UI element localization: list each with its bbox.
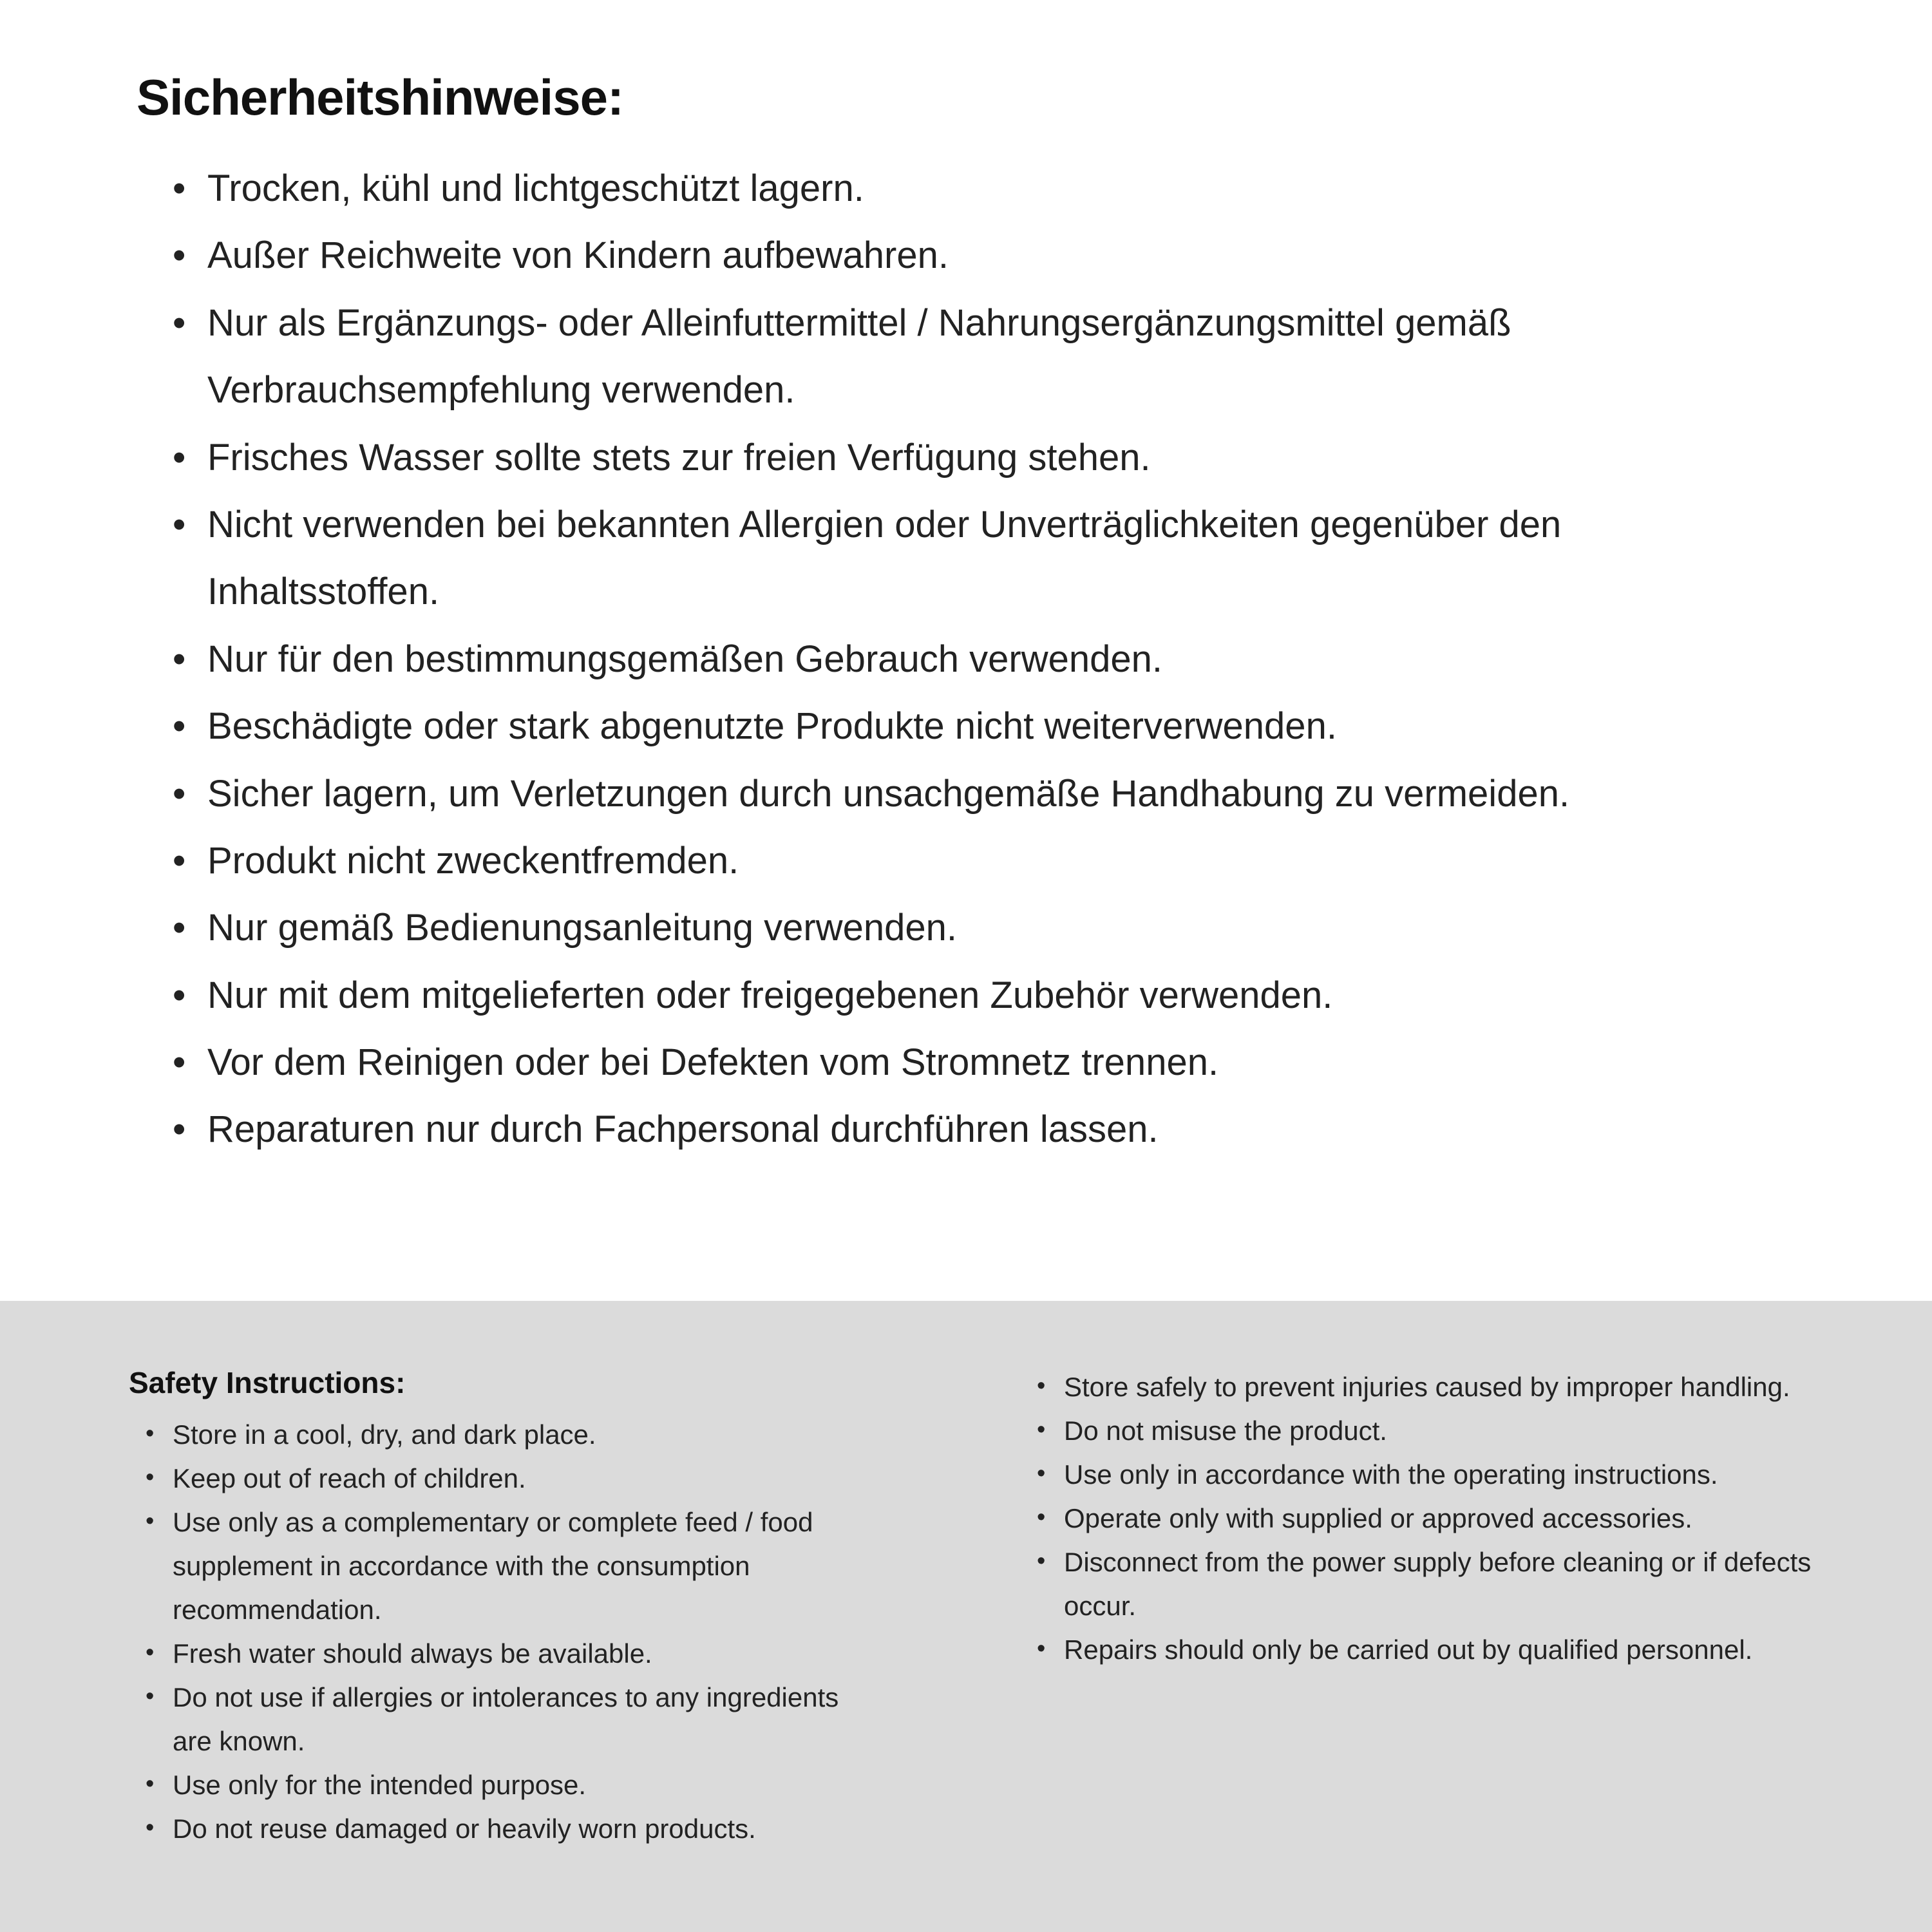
english-section-title: Safety Instructions: (129, 1366, 406, 1399)
list-item: • Nur mit dem mitgelieferten oder freigegebenen Zubehör verwenden. (173, 962, 1682, 1029)
list-item: • Operate only with supplied or approved accessories. (1037, 1497, 1823, 1540)
english-section (0, 1301, 1932, 1932)
list-item: • Frisches Wasser sollte stets zur freien Verfügung stehen. (173, 424, 1682, 491)
list-item: • Use only for the intended purpose. (146, 1763, 876, 1807)
list-item: • Produkt nicht zweckentfremden. (173, 828, 1682, 895)
list-item: • Nur für den bestimmungsgemäßen Gebrauch verwenden. (173, 626, 1682, 693)
english-instructions-list-right (1037, 1365, 1823, 1672)
list-item: • Reparaturen nur durch Fachpersonal durchführen lassen. (173, 1096, 1682, 1163)
german-section-title: Sicherheitshinweise: (137, 69, 623, 126)
list-item: • Do not use if allergies or intolerances to any ingredients are known. (146, 1676, 876, 1763)
list-item: • Trocken, kühl und lichtgeschützt lagern. (173, 155, 1682, 222)
list-item: • Store in a cool, dry, and dark place. (146, 1413, 876, 1457)
list-item: • Nicht verwenden bei bekannten Allergien oder Unverträglichkeiten gegenüber den Inhaltsstoffen. (173, 491, 1682, 626)
list-item: • Do not reuse damaged or heavily worn products. (146, 1807, 876, 1851)
list-item: • Nur gemäß Bedienungsanleitung verwenden. (173, 895, 1682, 961)
list-item: • Sicher lagern, um Verletzungen durch unsachgemäße Handhabung zu vermeiden. (173, 761, 1682, 828)
list-item: • Vor dem Reinigen oder bei Defekten vom Stromnetz trennen. (173, 1029, 1682, 1096)
english-left-column (129, 1365, 876, 1851)
list-item: • Use only as a complementary or complete feed / food supplement in accordance with the consumption recommendation. (146, 1501, 876, 1632)
list-item: • Use only in accordance with the operating instructions. (1037, 1453, 1823, 1497)
list-item: • Fresh water should always be available. (146, 1632, 876, 1676)
list-item: • Beschädigte oder stark abgenutzte Produkte nicht weiterverwenden. (173, 693, 1682, 760)
german-instructions-list (137, 155, 1682, 1164)
english-instructions-list-left (129, 1413, 876, 1851)
list-item: • Disconnect from the power supply before cleaning or if defects occur. (1037, 1540, 1823, 1628)
list-item: • Repairs should only be carried out by qualified personnel. (1037, 1628, 1823, 1672)
english-right-column (1037, 1365, 1823, 1672)
list-item: • Nur als Ergänzungs- oder Alleinfuttermittel / Nahrungsergänzungsmittel gemäß Verbrauchsempfehlung verwenden. (173, 290, 1682, 424)
list-item: • Do not misuse the product. (1037, 1409, 1823, 1453)
list-item: • Keep out of reach of children. (146, 1457, 876, 1501)
list-item: • Außer Reichweite von Kindern aufbewahren. (173, 222, 1682, 289)
list-item: • Store safely to prevent injuries caused by improper handling. (1037, 1365, 1823, 1409)
